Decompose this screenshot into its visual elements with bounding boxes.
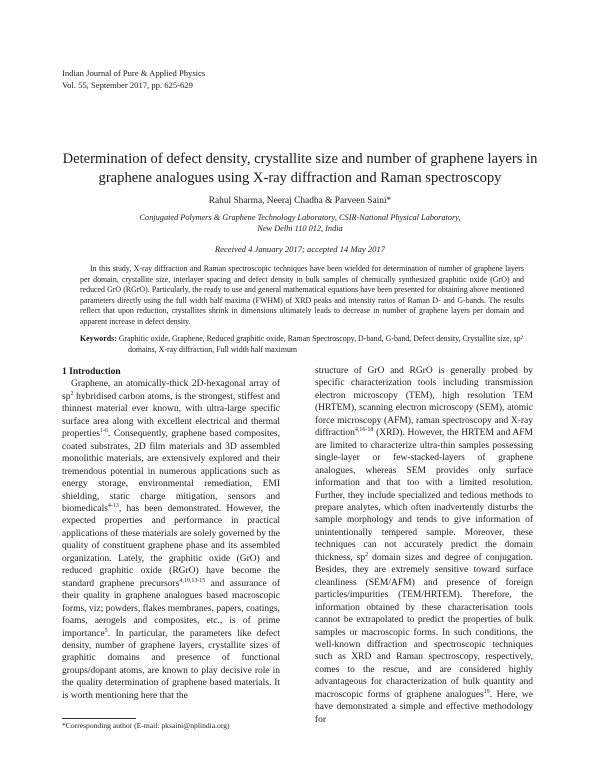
citation: 4-13	[107, 502, 119, 509]
text-run: . In particular, the parameters like defect density, number of graphene layers, crystallite sizes of graphitic domains and presence of functional groups/dopant atoms, are known to play decisive role in the quality determination of graphene based materials. It is worth mentioning here that the	[62, 628, 280, 701]
superscript: 2	[365, 551, 369, 558]
right-column	[315, 365, 533, 726]
paper-title: Determination of defect density, crystallite size and number of graphene layers in graphene analogues using X-ray diffraction and Raman spectroscopy	[62, 151, 538, 186]
text-run: and assurance of their quality in graphene analogues based macroscopic forms, viz; powders, flakes membranes, papers, coatings, foams, aerogels and composites, etc., is of prime importance	[62, 578, 280, 639]
corresponding-author-footnote: *Corresponding author (E-mail: pksaini@nplindia.org)	[62, 721, 230, 730]
text-run: (XRD). However, the HRTEM and AFM are limited to characterize ultra-thin samples possessing single-layer or few-stacked-layers of graphene analogues, whereas SEM provides only surface information and that too with a limited resolution. Further, they include specialized and tedious methods to prepare analytes, which often inadvertently disturbs the sample morphology and tends to give information of unintentionally tempered sample. Moreover, these techniques can not accurately predict the domain thickness, sp	[315, 428, 533, 563]
text-run: . Here, we have demonstrated a simple and effective methodology for	[315, 689, 533, 725]
citation: 4,10,13-15	[179, 577, 206, 584]
citation: 19	[483, 688, 490, 695]
affiliation-line-2: New Delhi 110 012, India	[257, 224, 343, 233]
keywords-text: Graphitic oxide, Graphene, Reduced graphitic oxide, Raman Spectroscopy, D-band, G-band, Defect density, Crystallite size, sp² domains, X-ray diffraction, Full width half maximum	[118, 334, 523, 354]
affiliation-line-1: Conjugated Polymers & Graphene Technology Laboratory, CSIR-National Physical Laboratory,	[139, 213, 461, 222]
citation: 1-6	[100, 428, 108, 435]
text-run: , has been demonstrated. However, the expected properties and performance in practical applications of these materials are solely governed by the quality of constituent graphene phase and its assembled organization. Lately, the graphitic oxide (GrO) and reduced graphitic oxide (RGrO) have become the standard graphene precursors	[62, 503, 280, 589]
journal-header	[62, 68, 205, 91]
text-run: . Consequently, graphene based composites, coated substrates, 2D film materials and 3D assembled monolithic materials, are extensively explored and their tremendous potential in numerous applications such as energy storage, environmental remediation, EMI shielding, static charge mitigation, sensors and biomedicals	[62, 429, 280, 514]
text-run: domain sizes and degree of conjugation. Besides, they are extremely sensitive toward surface cleanliness (SEM/AFM) and presence of foreign particles/impurities (TEM/HRTEM). Therefore, the information obtained by these characterisation tools cannot be extrapolated to predict the properties of bulk samples or macroscopic forms. In such conditions, the well-known diffraction and spectroscopic techniques such as XRD and Raman spectroscopy, respectively, comes to the rescue, and are considered highly advantageous for characterization of bulk quantity and macroscopic forms of graphene analogues	[315, 552, 533, 700]
journal-name: Indian Journal of Pure & Applied Physics	[62, 68, 206, 78]
left-column	[62, 366, 280, 702]
text-run: Graphene, an atomically-thick 2D-hexagonal array of sp	[62, 379, 280, 402]
received-accepted-dates: Received 4 January 2017; accepted 14 May 2017	[214, 244, 386, 254]
abstract: In this study, X-ray diffraction and Raman spectroscopic techniques have been wielded for determination of number of graphene layers per domain, crystallite size, interlayer spacing and defect density in bulk samples of chemically synthesized graphitic oxide (GrO) and reduced GrO (RGrO). Particularly, the ready to use and general mathematical equations have been presented for obtaining above mentioned parameters directly using the full width half maxima (FWHM) of XRD peaks and intensity ratios of Raman D- and G-bands. The results reflect that upon reduction, crystallites shrink in dimensions ultimately leads to decrease in number of graphene layers per domain and apparent increase in defect density.	[80, 264, 524, 326]
intro-paragraph-1	[62, 378, 280, 702]
author-list: Rahul Sharma, Neeraj Chadha & Parveen Saini*	[208, 196, 392, 206]
affiliation	[110, 212, 490, 234]
text-run: hybridised carbon atoms, is the strongest, stiffest and thinnest material ever known, with ultra-large specific surface area along with excellent electrical and thermal properties	[62, 391, 280, 440]
text-run: structure of GrO and RGrO is generally probed by specific characterization tools including transmission electron microscopy (TEM), high resolution TEM (HRTEM), scanning electron microscopy (SEM), atomic force microscopy (AFM), raman spectroscopy and X-ray diffraction	[315, 366, 533, 439]
journal-volume: Vol. 55, September 2017, pp. 625-629	[62, 79, 193, 90]
keywords-label: Keywords:	[80, 334, 117, 343]
section-heading: 1 Introduction	[62, 367, 121, 377]
superscript: 2	[70, 390, 74, 397]
keywords	[80, 334, 524, 355]
footnote-divider	[62, 718, 136, 719]
citation: 4,16-18	[354, 427, 374, 434]
citation: 5	[104, 627, 108, 634]
